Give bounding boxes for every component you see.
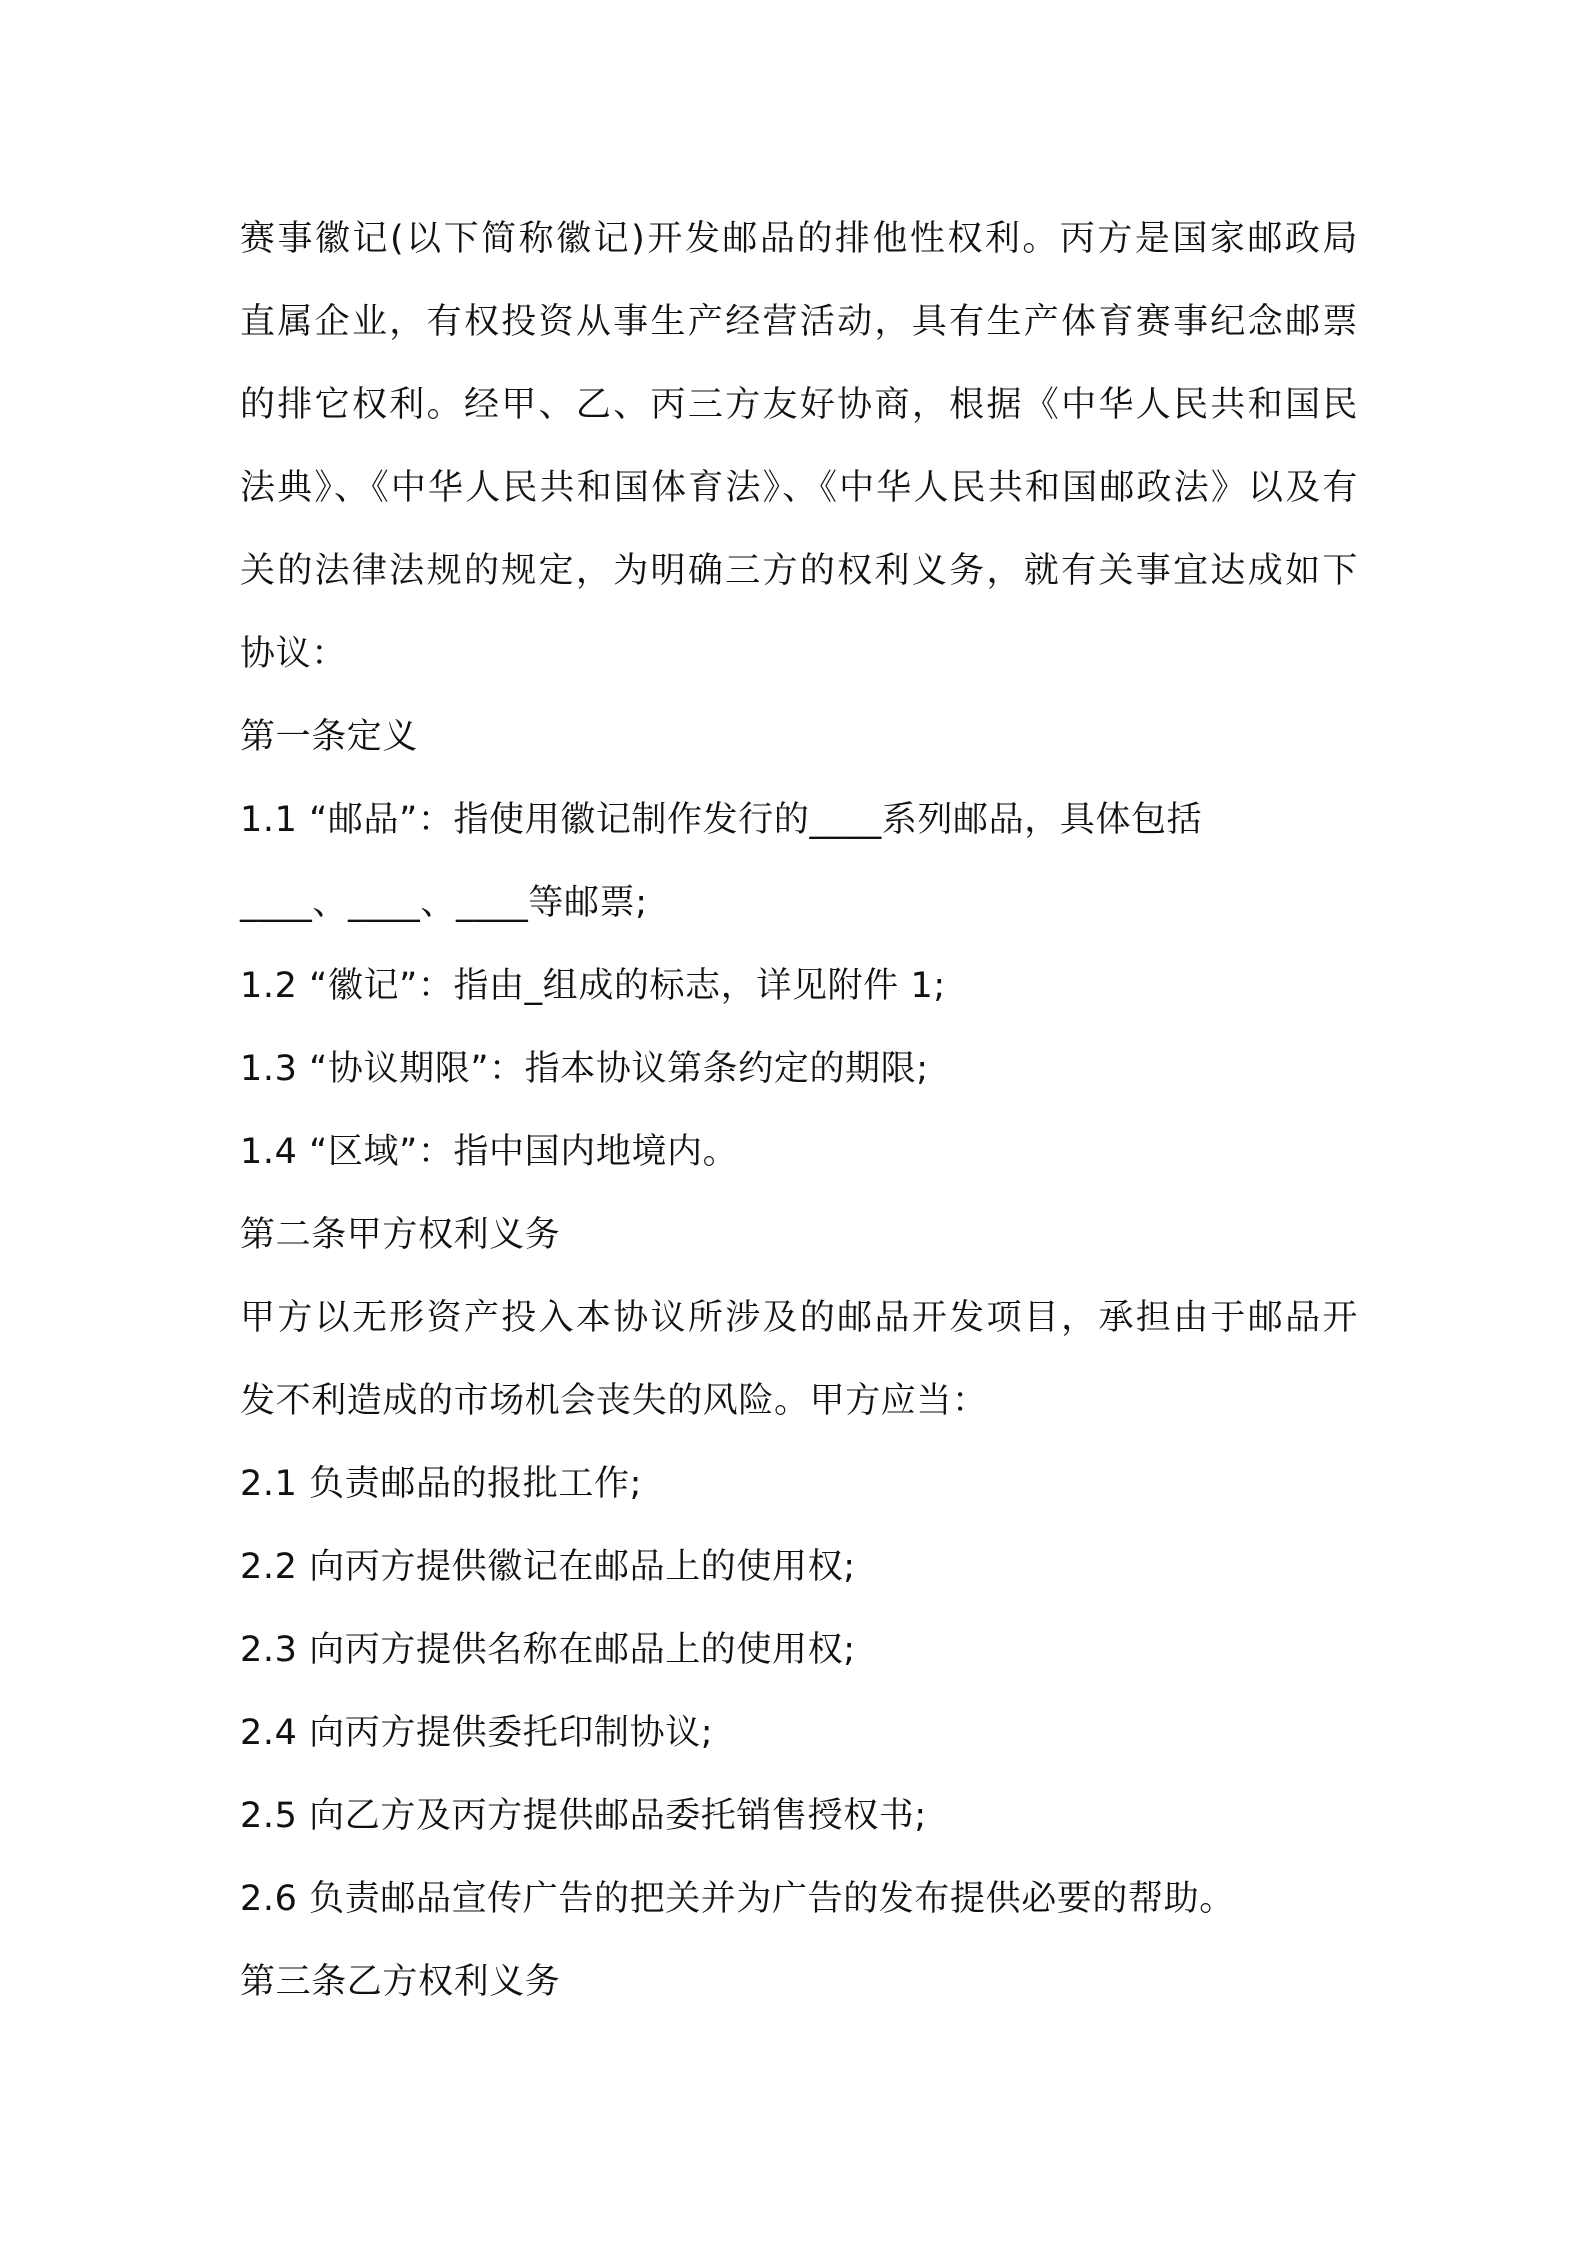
article-heading: 第一条定义 [240,717,419,757]
clause-line: 2.1 负责邮品的报批工作; [240,1464,642,1504]
article-heading: 第二条甲方权利义务 [240,1215,561,1255]
clause-line: 2.5 向乙方及丙方提供邮品委托销售授权书; [240,1796,927,1836]
clause-line: ____、____、____等邮票; [240,883,648,923]
paragraph-line: 直属企业，有权投资从事生产经营活动，具有生产体育赛事纪念邮票 [240,302,1358,342]
clause-line: 2.4 向丙方提供委托印制协议; [240,1713,714,1753]
paragraph-line: 的排它权利。经甲、乙、丙三方友好协商，根据《中华人民共和国民 [240,385,1358,425]
paragraph-line: 甲方以无形资产投入本协议所涉及的邮品开发项目，承担由于邮品开 [240,1298,1358,1338]
clause-line: 1.3 “协议期限”：指本协议第条约定的期限; [240,1049,929,1089]
clause-line: 1.1 “邮品”：指使用徽记制作发行的____系列邮品，具体包括 [240,800,1203,840]
document-body [240,198,1360,2024]
paragraph-line: 发不利造成的市场机会丧失的风险。甲方应当： [240,1381,988,1421]
paragraph-line: 法典》、《中华人民共和国体育法》、《中华人民共和国邮政法》以及有 [240,468,1358,508]
clause-line: 2.6 负责邮品宣传广告的把关并为广告的发布提供必要的帮助。 [240,1879,1235,1919]
article-heading: 第三条乙方权利义务 [240,1962,561,2002]
clause-line: 1.4 “区域”：指中国内地境内。 [240,1132,739,1172]
paragraph-line: 赛事徽记(以下简称徽记)开发邮品的排他性权利。丙方是国家邮政局 [240,219,1358,259]
paragraph-line: 关的法律法规的规定，为明确三方的权利义务，就有关事宜达成如下 [240,551,1358,591]
clause-line: 2.3 向丙方提供名称在邮品上的使用权; [240,1630,856,1670]
clause-line: 2.2 向丙方提供徽记在邮品上的使用权; [240,1547,856,1587]
clause-line: 1.2 “徽记”：指由_组成的标志，详见附件 1; [240,966,946,1006]
paragraph-line: 协议： [240,634,347,674]
